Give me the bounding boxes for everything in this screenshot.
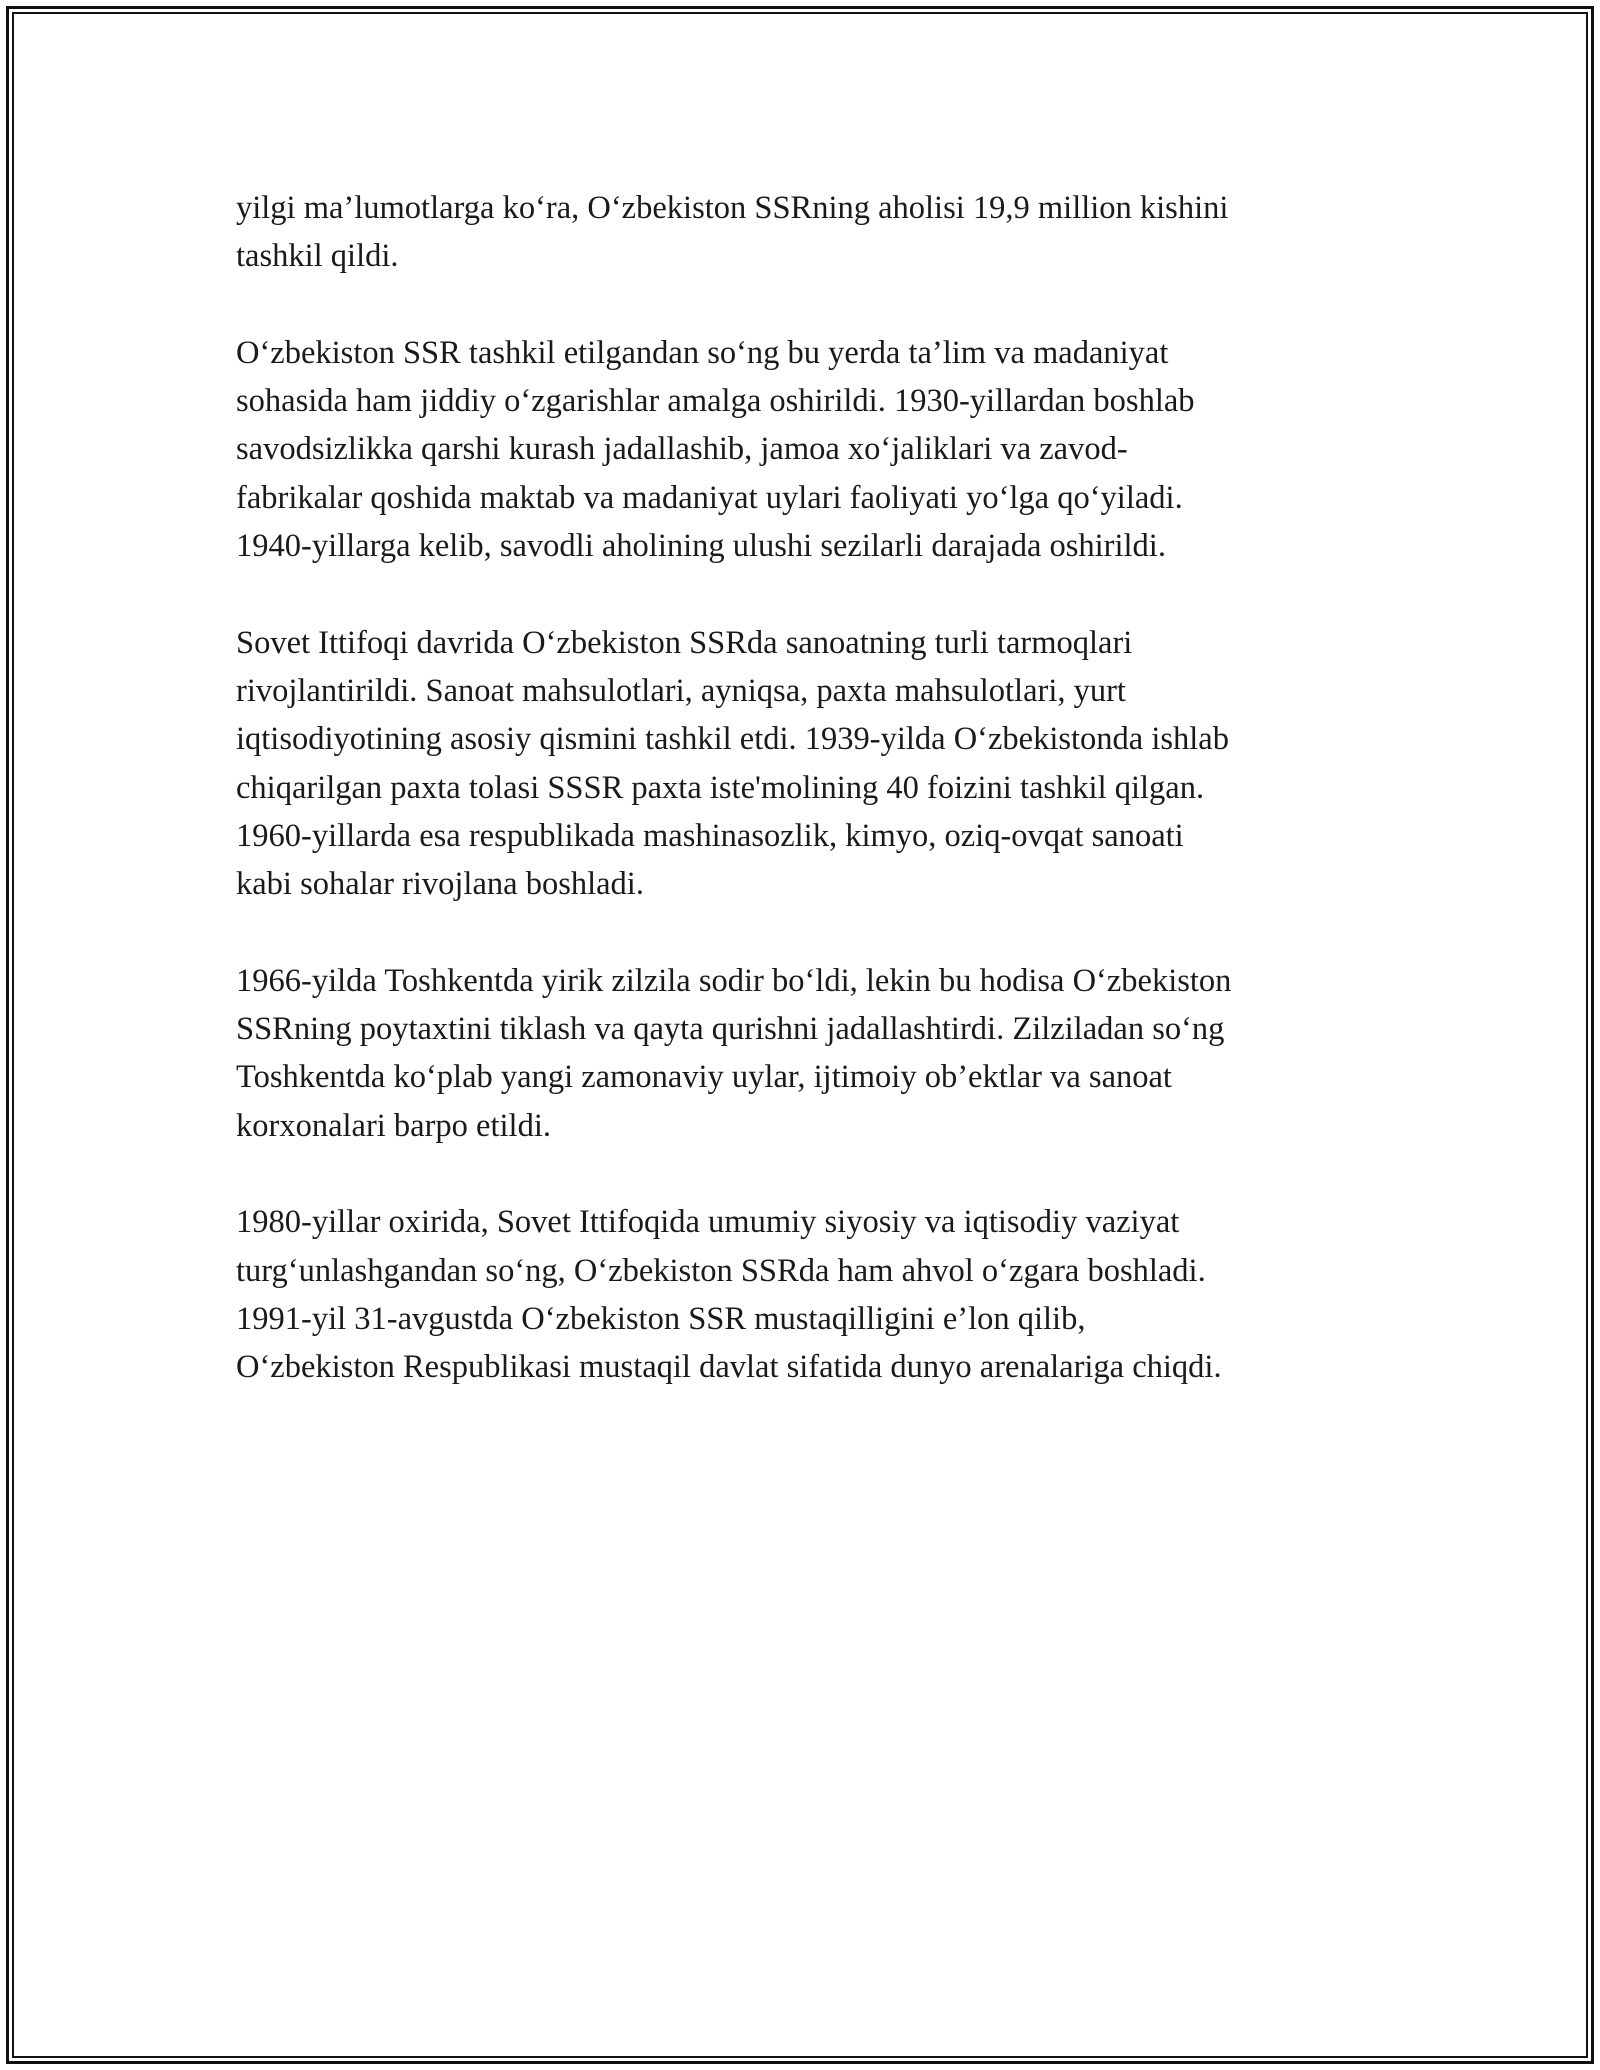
text-line: chiqarilgan paxta tolasi SSSR paxta iste'molining 40 foizini tashkil qilgan. [236, 769, 1205, 806]
text-line: rivojlantirildi. Sanoat mahsulotlari, ayniqsa, paxta mahsulotlari, yurt [236, 672, 1126, 709]
paragraph-earthquake [236, 957, 1396, 1150]
text-line: O‘zbekiston Respublikasi mustaqil davlat sifatida dunyo arenalariga chiqdi. [236, 1349, 1222, 1386]
text-line: korxonalari barpo etildi. [236, 1107, 551, 1144]
text-line: yilgi ma’lumotlarga ko‘ra, O‘zbekiston SSRning aholisi 19,9 million kishini [236, 190, 1229, 226]
text-line: iqtisodiyotining asosiy qismini tashkil etdi. 1939-yilda O‘zbekistonda ishlab [236, 721, 1229, 758]
text-line: Sovet Ittifoqi davrida O‘zbekiston SSRda sanoatning turli tarmoqlari [236, 624, 1133, 661]
paragraph-industry [236, 619, 1396, 909]
text-line: 1991-yil 31-avgustda O‘zbekiston SSR mustaqilligini e’lon qilib, [236, 1300, 1086, 1337]
paragraph-independence [236, 1198, 1396, 1391]
text-line: fabrikalar qoshida maktab va madaniyat uylari faoliyati yo‘lga qo‘yiladi. [236, 479, 1183, 516]
text-line: 1940-yillarga kelib, savodli aholining ulushi sezilarli darajada oshirildi. [236, 528, 1166, 565]
text-line: tashkil qildi. [236, 238, 399, 275]
text-line: O‘zbekiston SSR tashkil etilgandan so‘ng bu yerda ta’lim va madaniyat [236, 334, 1169, 371]
text-line: turg‘unlashgandan so‘ng, O‘zbekiston SSRda ham ahvol o‘zgara boshladi. [236, 1252, 1206, 1289]
text-line: savodsizlikka qarshi kurash jadallashib, jamoa xo‘jaliklari va zavod- [236, 431, 1128, 468]
text-line: Toshkentda ko‘plab yangi zamonaviy uylar, ijtimoiy ob’ektlar va sanoat [236, 1059, 1172, 1096]
text-line: 1960-yillarda esa respublikada mashinasozlik, kimyo, oziq-ovqat sanoati [236, 817, 1184, 854]
paragraph-education [236, 329, 1396, 570]
paragraph-population [236, 184, 1396, 281]
text-line: 1966-yilda Toshkentda yirik zilzila sodir bo‘ldi, lekin bu hodisa O‘zbekiston [236, 962, 1232, 999]
document-body [236, 184, 1396, 1440]
text-line: SSRning poytaxtini tiklash va qayta qurishni jadallashtirdi. Zilziladan so‘ng [236, 1011, 1225, 1048]
text-line: 1980-yillar oxirida, Sovet Ittifoqida umumiy siyosiy va iqtisodiy vaziyat [236, 1204, 1180, 1241]
text-line: sohasida ham jiddiy o‘zgarishlar amalga oshirildi. 1930-yillardan boshlab [236, 383, 1195, 420]
text-line: kabi sohalar rivojlana boshladi. [236, 866, 644, 903]
